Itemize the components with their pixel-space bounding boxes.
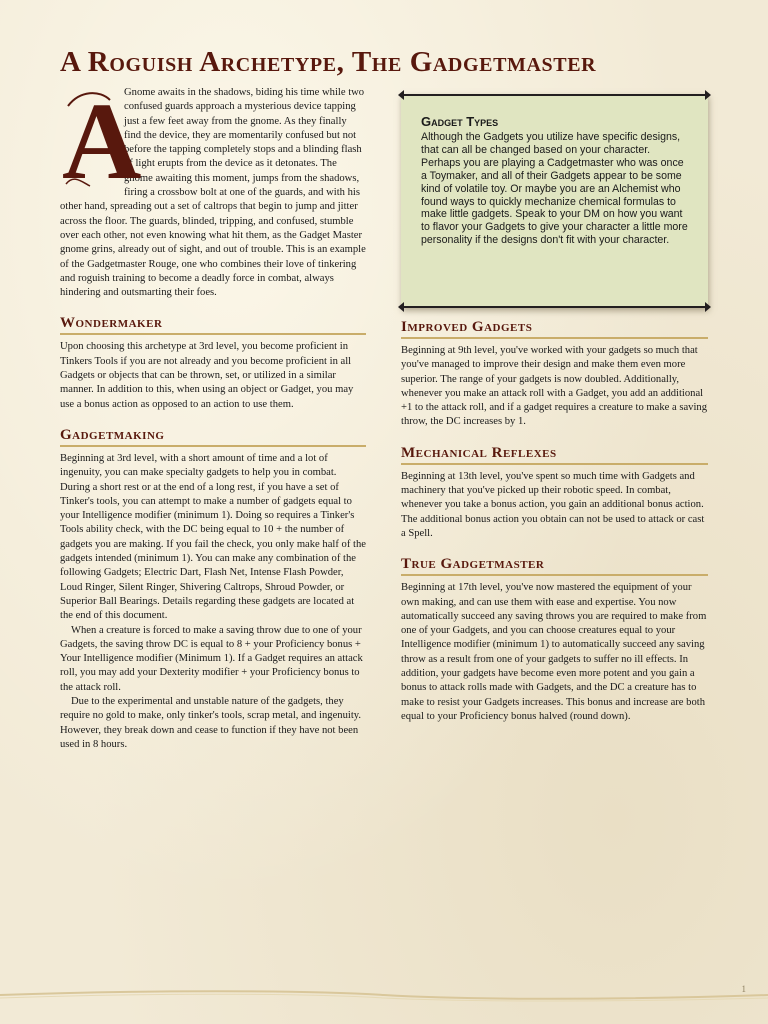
left-column: [60, 80, 366, 752]
note-corner-icon: [705, 302, 711, 312]
heading-mechanical-reflexes: Mechanical Reflexes: [401, 444, 708, 465]
right-column: [401, 318, 708, 724]
page-title: A Roguish Archetype, The Gadgetmaster: [60, 46, 597, 78]
gadgetmaking-paragraph-2: When a creature is forced to make a saving throw due to one of your Gadgets, the saving throw DC is equal to 8 + your Proficiency bonus + Your Intelligence modifier (Minimum 1). If a Gadget requires an attack roll, you may add your Dexterity modifier + your Proficiency bonus to the attack roll.: [60, 624, 363, 693]
dropcap: [60, 80, 142, 202]
section-true-gadgetmaster: [401, 555, 708, 724]
note-corner-icon: [398, 302, 404, 312]
note-paragraph: Although the Gadgets you utilize have specific designs, that can all be changed based on your character. Perhaps you are playing a Cadgetmaster who was once a Toymaker, and all of their Gadgets appear to be some kind of volatile toy. Or maybe you are an Alchemist who found ways to quickly mechanize chemical formulas to make little gadgets. Speak to your DM on how you want to flavor your Gadgets to give your character a little more personality if the designs don't fit with your character.: [421, 131, 688, 247]
heading-true-gadgetmaster: True Gadgetmaster: [401, 555, 708, 576]
page-number: 1: [741, 984, 746, 994]
gadget-types-note: [401, 94, 708, 308]
improved-gadgets-paragraph: Beginning at 9th level, you've worked with your gadgets so much that you've managed to improve their design and make them even more superior. The range of your gadgets is now doubled. Additionally, whenever you make an attack roll with a Gadget, you add an additional +1 to the attack roll, and if a gadget requires a creature to make a saving throw, the DC increases by 1.: [401, 345, 708, 428]
footer-ornament-icon: [0, 988, 768, 1002]
gadgetmaking-paragraph-3: Due to the experimental and unstable nature of the gadgets, they require no gold to make, only tinker's tools, scrap metal, and ingenuity. However, they break down and cease to function if they have not been used in 8 hours.: [60, 695, 362, 750]
intro-paragraph: Gnome awaits in the shadows, biding his time while two confused guards approach a mysterious device tapping just a few feet away from the gnome. As they finally find the device, they are momentarily confused but not before the tapping completely stops and a blinding flash of light erupts from the device as it detonates. The gnome awaiting this moment, jumps from the shadows, firing a crossbow bolt at one of the guards, and with his other hand, spreading out a set of caltrops that begin to jump and jitter across the floor. The guards, blinded, tripping, and confused, stumble over each other, not even knowing what hit them, as the Gadget Master gnome grins, already out of sight, and out of trouble. This is an example of the Gadgetmaster Rouge, one who combines their love of tinkering and roguish training to become a deadly force in combat, always hindering and outsmarting their foes.: [60, 87, 366, 299]
note-heading: Gadget Types: [421, 114, 499, 129]
wondermaker-paragraph: Upon choosing this archetype at 3rd level, you become proficient in Tinkers Tools if you are not already and you become proficient in all Gadgets or objects that can be thrown, set, or utilized in a similar manner. In addition to this, when using an object or Gadget, you may use a bonus action as opposed to an action to use them.: [60, 341, 354, 410]
section-mechanical-reflexes: [401, 444, 708, 541]
intro-section: [60, 80, 366, 300]
heading-gadgetmaking: Gadgetmaking: [60, 426, 366, 447]
dropcap-letter-a-icon: [60, 80, 142, 202]
section-improved-gadgets: [401, 318, 708, 430]
heading-wondermaker: Wondermaker: [60, 314, 366, 335]
gadgetmaking-paragraph-1: Beginning at 3rd level, with a short amount of time and a lot of ingenuity, you can make specialty gadgets to help you in combat. During a short rest or at the end of a long rest, if you have a set of Tinker's tools, you can attempt to make a number of gadgets equal to your Intelligence modifier (minimum 1). Doing so requires a Tinker's Tools ability check, with the DC being equal to 10 + the number of gadgets you are making. If you fail the check, you only make half of the gadgets intended (minimum 1). You can make any combination of the following Gadgets; Electric Dart, Flash Net, Intense Flash Powder, Loud Ringer, Silent Ringer, Shivering Caltrops, Shroud Powder, or Superior Ball Bearings. Details regarding these gadgets are located at the end of this document.: [60, 452, 366, 622]
true-gadgetmaster-paragraph: Beginning at 17th level, you've now mastered the equipment of your own making, and can use them with ease and expertise. You now automatically succeed any saving throws you are required to make from one of your Gadgets, and you can choose creatures equal to your Intelligence modifier (minimum 1) to automatically succeed any saving throw as a result from one of your gadgets to suffer no ill effects. In addition, your gadgets have become even more potent and you gain a bonus to attack rolls made with Gadgets, and the DC a creature has to make to resist your Gadgets increases. This bonus and increase are both equal to your Proficiency bonus halved (round down).: [401, 582, 707, 722]
section-gadgetmaking: [60, 426, 366, 752]
section-wondermaker: [60, 314, 366, 411]
heading-improved-gadgets: Improved Gadgets: [401, 318, 708, 339]
mechanical-reflexes-paragraph: Beginning at 13th level, you've spent so much time with Gadgets and machinery that you've picked up their robotic speed. In combat, whenever you take a bonus action, you gain an additional bonus action. The additional bonus action you obtain can not be used to attack or cast a Spell.: [401, 470, 705, 539]
dropcap-glyph: A: [62, 80, 142, 202]
